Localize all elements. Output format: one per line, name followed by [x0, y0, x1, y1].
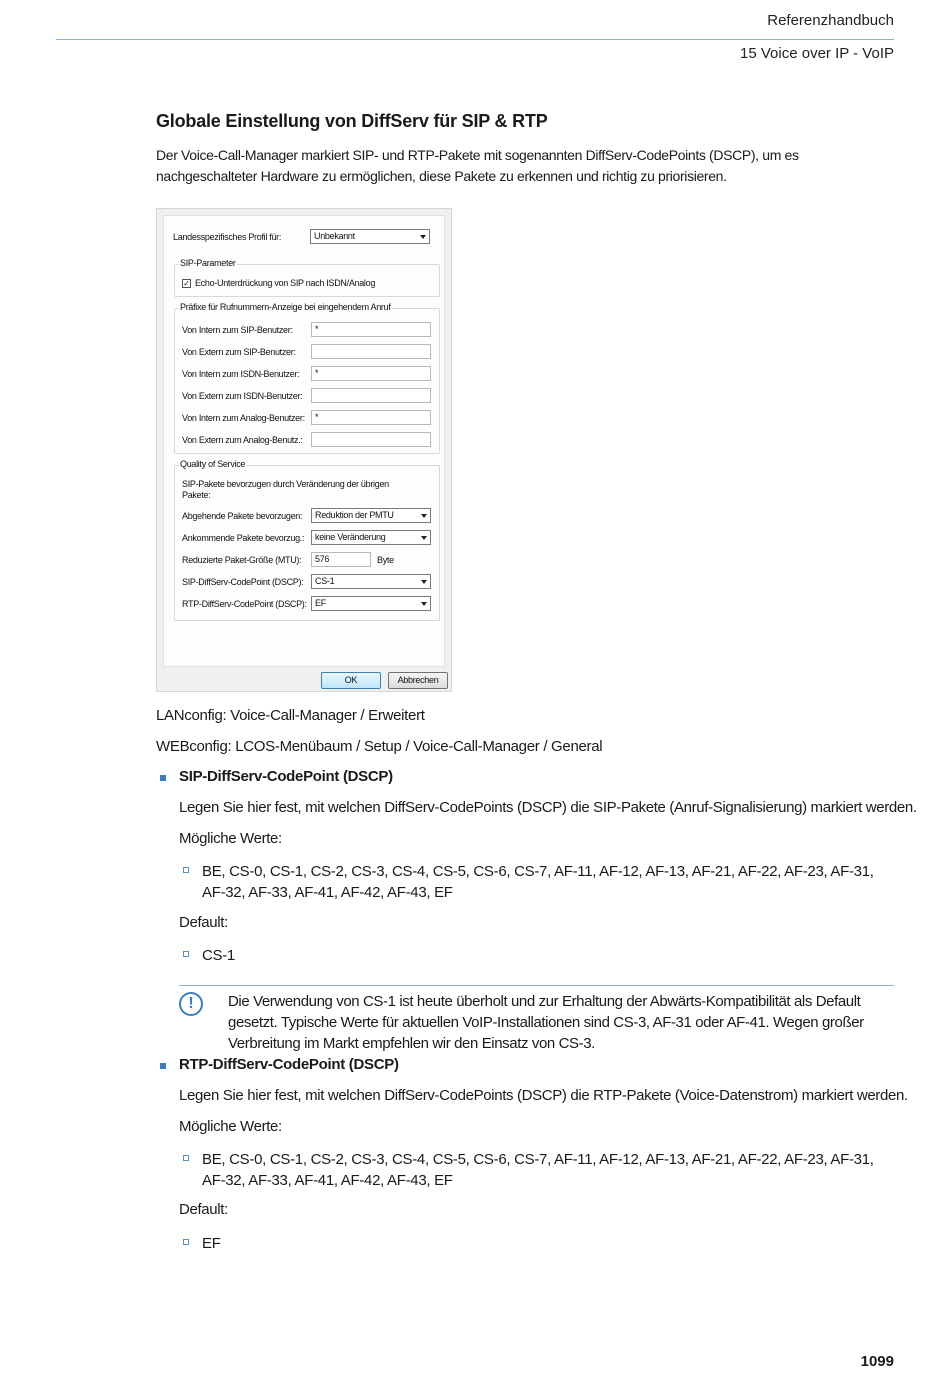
hollow-square-icon	[183, 867, 189, 873]
running-header-book: Referenzhandbuch	[767, 12, 894, 29]
chevron-down-icon	[421, 536, 427, 540]
echo-checkbox[interactable]: ✓	[183, 279, 190, 288]
mtu-label: Reduzierte Paket-Größe (MTU):	[182, 555, 302, 565]
note-text: Die Verwendung von CS-1 ist heute überholt und zur Erhaltung der Abwärts-Kompatibilität als Default gesetzt. Typische Werte für aktuellen VoIP-Installationen sind CS-3, AF-31 oder AF-41. Wegen großer Verbreitung im Markt empfehlen wir den Einsatz von CS-3.	[228, 993, 864, 1052]
page-number: 1099	[860, 1353, 894, 1370]
incoming-select-value: keine Veränderung	[315, 532, 386, 542]
sip-values-label: Mögliche Werte:	[179, 830, 282, 847]
qos-group-title: Quality of Service	[180, 459, 246, 469]
qos-group	[174, 459, 440, 621]
rtp-default-value: EF	[202, 1235, 221, 1252]
mtu-input[interactable]: 576	[311, 552, 371, 567]
chevron-down-icon	[421, 580, 427, 584]
echo-label: Echo-Unterdrückung von SIP nach ISDN/Analog	[195, 278, 376, 288]
rtp-dscp-label: RTP-DiffServ-CodePoint (DSCP):	[182, 599, 307, 609]
prefix-group-title: Präfixe für Rufnummern-Anzeige bei eingehendem Anruf	[180, 302, 391, 312]
chevron-down-icon	[421, 514, 427, 518]
profile-label: Landesspezifisches Profil für:	[173, 232, 282, 242]
rtp-dscp-select-value: EF	[315, 598, 326, 608]
sip-default-value: CS-1	[202, 947, 235, 964]
dialog-panel	[163, 215, 445, 667]
mtu-unit: Byte	[377, 555, 394, 565]
sip-dscp-select[interactable]	[311, 574, 431, 589]
sip-parameter-group	[174, 258, 440, 297]
ok-button[interactable]: OK	[321, 672, 381, 689]
prefix-input[interactable]: *	[311, 366, 431, 381]
bullet-square-icon	[160, 775, 166, 781]
note-rule	[179, 985, 894, 986]
rtp-values-label: Mögliche Werte:	[179, 1118, 282, 1135]
prefix-input[interactable]	[311, 388, 431, 403]
sip-dscp-description: Legen Sie hier fest, mit welchen DiffServ-CodePoints (DSCP) die SIP-Pakete (Anruf-Signalisierung) markiert werden.	[179, 799, 917, 816]
prefix-input[interactable]: *	[311, 322, 431, 337]
outgoing-label: Abgehende Pakete bevorzugen:	[182, 511, 303, 521]
prefix-row-label: Von Extern zum ISDN-Benutzer:	[182, 391, 303, 401]
sip-dscp-label: SIP-DiffServ-CodePoint (DSCP):	[182, 577, 304, 587]
chevron-down-icon	[420, 235, 426, 239]
outgoing-select[interactable]	[311, 508, 431, 523]
webconfig-path: WEBconfig: LCOS-Menübaum / Setup / Voice-Call-Manager / General	[156, 738, 603, 755]
rtp-dscp-heading: RTP-DiffServ-CodePoint (DSCP)	[179, 1056, 399, 1073]
chevron-down-icon	[421, 602, 427, 606]
rtp-dscp-description: Legen Sie hier fest, mit welchen DiffServ-CodePoints (DSCP) die RTP-Pakete (Voice-Datenstrom) markiert werden.	[179, 1087, 908, 1104]
sip-default-label: Default:	[179, 914, 228, 931]
settings-dialog-screenshot	[156, 208, 452, 692]
prefix-row-label: Von Intern zum SIP-Benutzer:	[182, 325, 293, 335]
sip-parameter-title: SIP-Parameter	[180, 258, 236, 268]
lanconfig-path: LANconfig: Voice-Call-Manager / Erweitert	[156, 707, 425, 724]
hollow-square-icon	[183, 951, 189, 957]
hollow-square-icon	[183, 1155, 189, 1161]
sip-dscp-select-value: CS-1	[315, 576, 335, 586]
rtp-default-label: Default:	[179, 1201, 228, 1218]
cancel-button[interactable]: Abbrechen	[388, 672, 448, 689]
rtp-values-list: BE, CS-0, CS-1, CS-2, CS-3, CS-4, CS-5, CS-6, CS-7, AF-11, AF-12, AF-13, AF-21, AF-22, AF-23, AF-31, AF-32, AF-33, AF-41, AF-42, AF-43, EF	[202, 1151, 874, 1189]
prefix-group	[174, 302, 440, 454]
sip-values-list: BE, CS-0, CS-1, CS-2, CS-3, CS-4, CS-5, CS-6, CS-7, AF-11, AF-12, AF-13, AF-21, AF-22, AF-23, AF-31, AF-32, AF-33, AF-41, AF-42, AF-43, EF	[202, 863, 874, 901]
prefix-row-label: Von Intern zum ISDN-Benutzer:	[182, 369, 300, 379]
prefix-row-label: Von Intern zum Analog-Benutzer:	[182, 413, 305, 423]
incoming-label: Ankommende Pakete bevorzug.:	[182, 533, 305, 543]
warning-icon: !	[179, 992, 203, 1016]
running-header-chapter: 15 Voice over IP - VoIP	[740, 45, 894, 62]
prefix-input[interactable]	[311, 432, 431, 447]
rtp-dscp-select[interactable]	[311, 596, 431, 611]
outgoing-select-value: Reduktion der PMTU	[315, 510, 394, 520]
incoming-select[interactable]	[311, 530, 431, 545]
hollow-square-icon	[183, 1239, 189, 1245]
qos-description: SIP-Pakete bevorzugen durch Veränderung der übrigen Pakete:	[182, 479, 389, 500]
prefix-input[interactable]	[311, 344, 431, 359]
prefix-input[interactable]: *	[311, 410, 431, 425]
prefix-row-label: Von Extern zum SIP-Benutzer:	[182, 347, 296, 357]
sip-dscp-heading: SIP-DiffServ-CodePoint (DSCP)	[179, 768, 393, 785]
section-title: Globale Einstellung von DiffServ für SIP & RTP	[156, 111, 548, 131]
bullet-square-icon	[160, 1063, 166, 1069]
profile-select[interactable]	[310, 229, 430, 244]
header-rule	[56, 39, 894, 40]
profile-select-value: Unbekannt	[314, 231, 355, 241]
prefix-row-label: Von Extern zum Analog-Benutz.:	[182, 435, 303, 445]
intro-paragraph: Der Voice-Call-Manager markiert SIP- und RTP-Pakete mit sogenannten DiffServ-CodePoints (DSCP), um es nachgeschalteter Hardware zu ermöglichen, diese Pakete zu erkennen und richtig zu priorisieren.	[156, 147, 799, 184]
